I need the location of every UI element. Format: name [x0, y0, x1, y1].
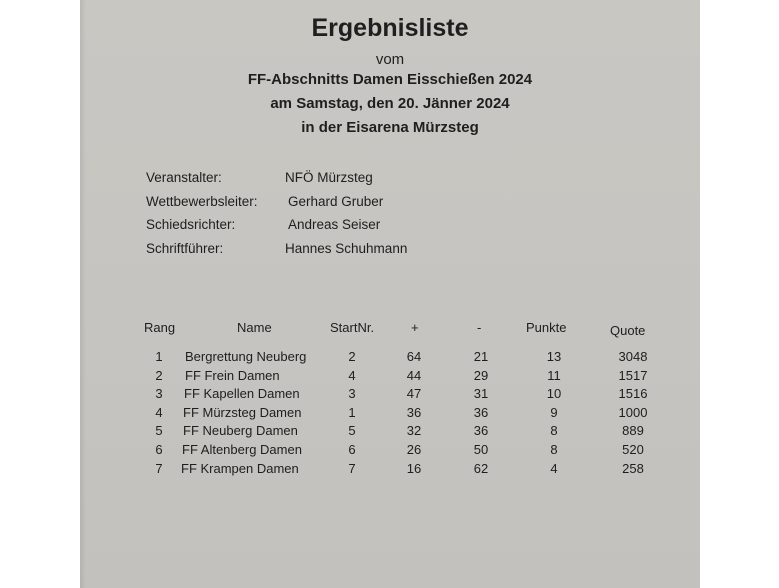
- cell-rang: 2: [155, 367, 163, 383]
- header-quote: Quote: [610, 323, 646, 338]
- cell-plus: 32: [406, 423, 422, 439]
- result-sheet: [80, 0, 700, 588]
- cell-name: Bergrettung Neuberg: [185, 349, 307, 364]
- cell-quote: 1517: [618, 367, 648, 383]
- cell-startnr: 5: [348, 423, 356, 439]
- cell-punkte: 4: [550, 460, 558, 476]
- cell-name: FF Neuberg Damen: [183, 423, 298, 439]
- meta-value: Hannes Schuhmann: [285, 240, 408, 256]
- cell-startnr: 4: [348, 367, 356, 383]
- cell-startnr: 2: [348, 349, 356, 364]
- meta-value: Andreas Seiser: [288, 217, 381, 232]
- table-row: [80, 386, 700, 405]
- subtitle-vom: vom: [375, 51, 405, 68]
- cell-quote: 258: [622, 460, 644, 476]
- table-row: [80, 368, 700, 387]
- cell-name: FF Altenberg Damen: [182, 441, 302, 457]
- cell-punkte: 10: [546, 386, 562, 402]
- meta-value: Gerhard Gruber: [288, 193, 384, 209]
- cell-startnr: 7: [348, 460, 356, 476]
- cell-minus: 21: [473, 349, 489, 364]
- table-row: [80, 423, 700, 442]
- table-row: [80, 442, 700, 461]
- cell-startnr: 3: [348, 386, 356, 402]
- meta-label: Schriftführer:: [146, 240, 224, 256]
- cell-rang: 7: [155, 460, 163, 476]
- event-name: FF-Abschnitts Damen Eisschießen 2024: [247, 71, 533, 88]
- cell-rang: 3: [155, 386, 163, 402]
- header-minus: -: [477, 320, 482, 335]
- document-title: Ergebnisliste: [311, 14, 469, 42]
- cell-punkte: 8: [550, 423, 558, 439]
- table-row: [80, 461, 700, 480]
- cell-quote: 1000: [618, 404, 648, 420]
- cell-rang: 4: [155, 404, 163, 420]
- event-date: am Samstag, den 20. Jänner 2024: [270, 95, 510, 112]
- cell-minus: 29: [473, 367, 489, 383]
- table-row: [80, 349, 700, 368]
- cell-plus: 64: [406, 349, 422, 364]
- header-name: Name: [237, 320, 272, 335]
- paper-shadow: [80, 0, 86, 588]
- cell-plus: 16: [406, 460, 422, 476]
- cell-quote: 3048: [618, 349, 648, 364]
- meta-label: Schiedsrichter:: [146, 217, 236, 232]
- cell-plus: 36: [406, 404, 422, 420]
- cell-plus: 47: [406, 386, 422, 402]
- cell-quote: 1516: [618, 386, 648, 402]
- cell-minus: 50: [473, 441, 489, 457]
- cell-startnr: 1: [348, 404, 356, 420]
- cell-quote: 889: [622, 423, 644, 439]
- table-row: [80, 405, 700, 424]
- cell-plus: 26: [406, 441, 422, 457]
- header-rang: Rang: [144, 320, 176, 335]
- cell-punkte: 11: [547, 367, 561, 383]
- meta-label: Wettbewerbsleiter:: [146, 193, 258, 209]
- results-table-body: [80, 349, 700, 479]
- results-table-header: [80, 320, 700, 340]
- header-punkte: Punkte: [526, 320, 567, 335]
- cell-quote: 520: [622, 441, 644, 457]
- cell-plus: 44: [406, 367, 422, 383]
- cell-name: FF Krampen Damen: [181, 460, 299, 476]
- cell-rang: 1: [155, 349, 163, 364]
- cell-minus: 36: [473, 404, 489, 420]
- cell-minus: 62: [473, 460, 489, 476]
- header-startnr: StartNr.: [330, 320, 375, 335]
- header-plus: +: [411, 320, 419, 335]
- cell-name: FF Frein Damen: [185, 367, 280, 383]
- cell-rang: 5: [155, 423, 163, 439]
- cell-minus: 36: [473, 423, 489, 439]
- cell-rang: 6: [155, 441, 163, 457]
- cell-name: FF Mürzsteg Damen: [183, 404, 302, 420]
- meta-label: Veranstalter:: [146, 170, 222, 185]
- cell-punkte: 8: [550, 441, 558, 457]
- cell-punkte: 13: [546, 349, 562, 364]
- cell-punkte: 9: [550, 404, 558, 420]
- event-location: in der Eisarena Mürzsteg: [301, 119, 479, 136]
- cell-startnr: 6: [348, 441, 356, 457]
- meta-value: NFÖ Mürzsteg: [285, 170, 373, 185]
- cell-name: FF Kapellen Damen: [184, 386, 300, 402]
- cell-minus: 31: [473, 386, 489, 402]
